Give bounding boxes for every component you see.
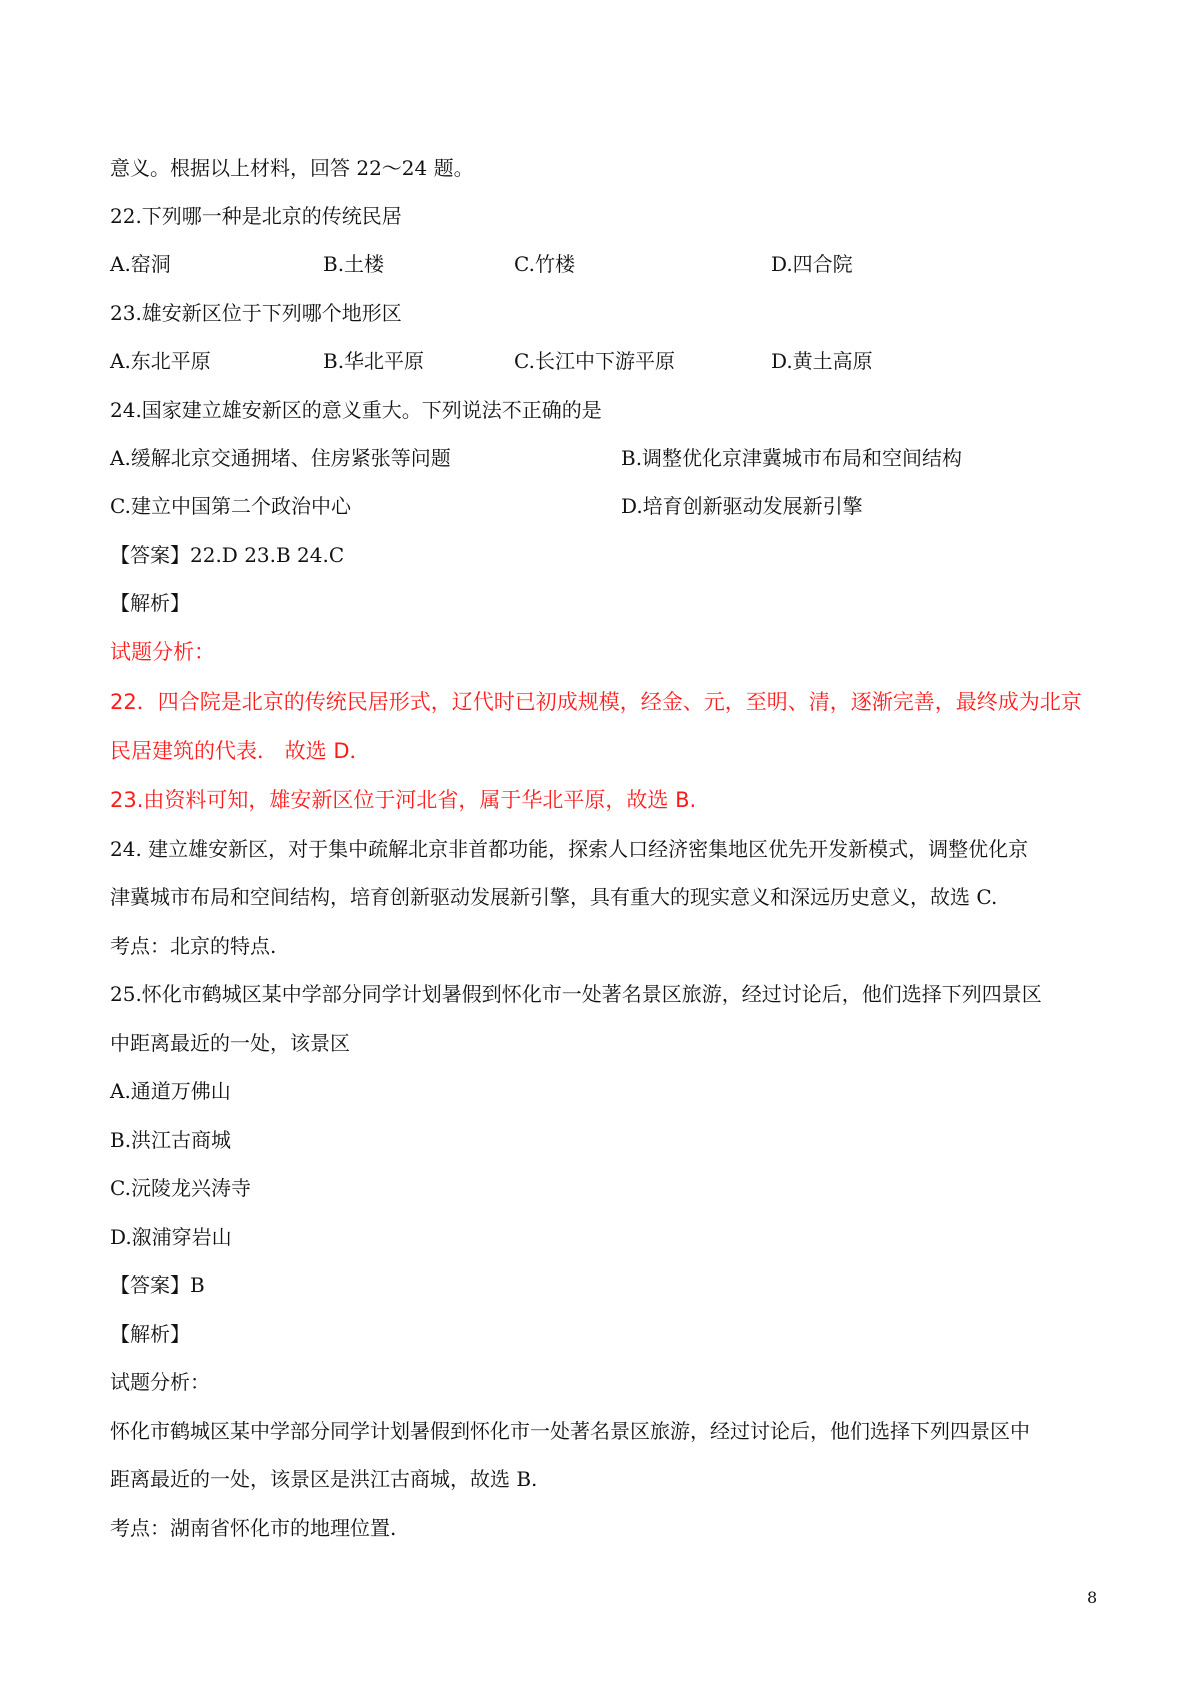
intro-tail-text: 意义。根据以上材料，回答 22～24 题。 bbox=[110, 156, 474, 180]
q25-option-b: B.洪江古商城 bbox=[110, 1128, 232, 1152]
kaodian-1: 考点：北京的特点. bbox=[110, 934, 277, 958]
q24-option-c: C.建立中国第二个政治中心 bbox=[110, 494, 351, 518]
q22-option-d: D.四合院 bbox=[771, 252, 853, 276]
analysis-label-1: 【解析】 bbox=[110, 591, 190, 615]
question-24-options-row1 bbox=[110, 444, 1110, 472]
q23-option-b: B.华北平原 bbox=[323, 349, 425, 373]
answer-22-24: 【答案】22.D 23.B 24.C bbox=[110, 543, 345, 567]
analysis-24-line1: 24. 建立雄安新区，对于集中疏解北京非首都功能，探索人口经济密集地区优先开发新模式，调整优化京 bbox=[110, 837, 1029, 861]
analysis-25-line1: 怀化市鹤城区某中学部分同学计划暑假到怀化市一处著名景区旅游，经过讨论后，他们选择下列四景区中 bbox=[110, 1419, 1030, 1443]
analysis-heading-2: 试题分析： bbox=[110, 1370, 210, 1394]
analysis-24-line2: 津冀城市布局和空间结构，培育创新驱动发展新引擎，具有重大的现实意义和深远历史意义，故选 C. bbox=[110, 885, 998, 909]
q24-option-d: D.培育创新驱动发展新引擎 bbox=[621, 494, 863, 518]
q22-option-b: B.土楼 bbox=[323, 252, 385, 276]
red-analysis-23: 23.由资料可知，雄安新区位于河北省，属于华北平原，故选 B. bbox=[110, 788, 697, 812]
q23-option-c: C.长江中下游平原 bbox=[514, 349, 675, 373]
q24-option-b: B.调整优化京津冀城市布局和空间结构 bbox=[621, 446, 963, 470]
question-22-stem: 22.下列哪一种是北京的传统民居 bbox=[110, 204, 402, 228]
question-23-options bbox=[110, 347, 1110, 375]
kaodian-2: 考点：湖南省怀化市的地理位置. bbox=[110, 1516, 397, 1540]
question-25-stem-line2: 中距离最近的一处，该景区 bbox=[110, 1031, 350, 1055]
red-analysis-22-line2: 民居建筑的代表． 故选 D． bbox=[110, 739, 371, 763]
q24-option-a: A.缓解北京交通拥堵、住房紧张等问题 bbox=[110, 446, 451, 470]
answer-25: 【答案】B bbox=[110, 1273, 205, 1297]
q25-option-c: C.沅陵龙兴涛寺 bbox=[110, 1176, 251, 1200]
q23-option-d: D.黄土高原 bbox=[771, 349, 873, 373]
q22-option-c: C.竹楼 bbox=[514, 252, 575, 276]
analysis-25-line2: 距离最近的一处，该景区是洪江古商城，故选 B. bbox=[110, 1467, 538, 1491]
analysis-label-2: 【解析】 bbox=[110, 1322, 190, 1346]
question-22-options bbox=[110, 250, 1110, 278]
question-23-stem: 23.雄安新区位于下列哪个地形区 bbox=[110, 301, 402, 325]
q22-option-a: A.窑洞 bbox=[110, 252, 171, 276]
q23-option-a: A.东北平原 bbox=[110, 349, 211, 373]
red-analysis-heading: 试题分析： bbox=[110, 640, 215, 664]
question-24-stem: 24.国家建立雄安新区的意义重大。下列说法不正确的是 bbox=[110, 398, 602, 422]
q25-option-d: D.溆浦穿岩山 bbox=[110, 1225, 232, 1249]
question-24-options-row2 bbox=[110, 492, 1110, 520]
red-analysis-22-line1: 22．四合院是北京的传统民居形式，辽代时已初成规模，经金、元，至明、清，逐渐完善，最终成为北京 bbox=[110, 690, 1082, 714]
q25-option-a: A.通道万佛山 bbox=[110, 1079, 231, 1103]
page-number: 8 bbox=[1087, 1588, 1098, 1607]
question-25-stem-line1: 25.怀化市鹤城区某中学部分同学计划暑假到怀化市一处著名景区旅游，经过讨论后，他们选择下列四景区 bbox=[110, 982, 1042, 1006]
